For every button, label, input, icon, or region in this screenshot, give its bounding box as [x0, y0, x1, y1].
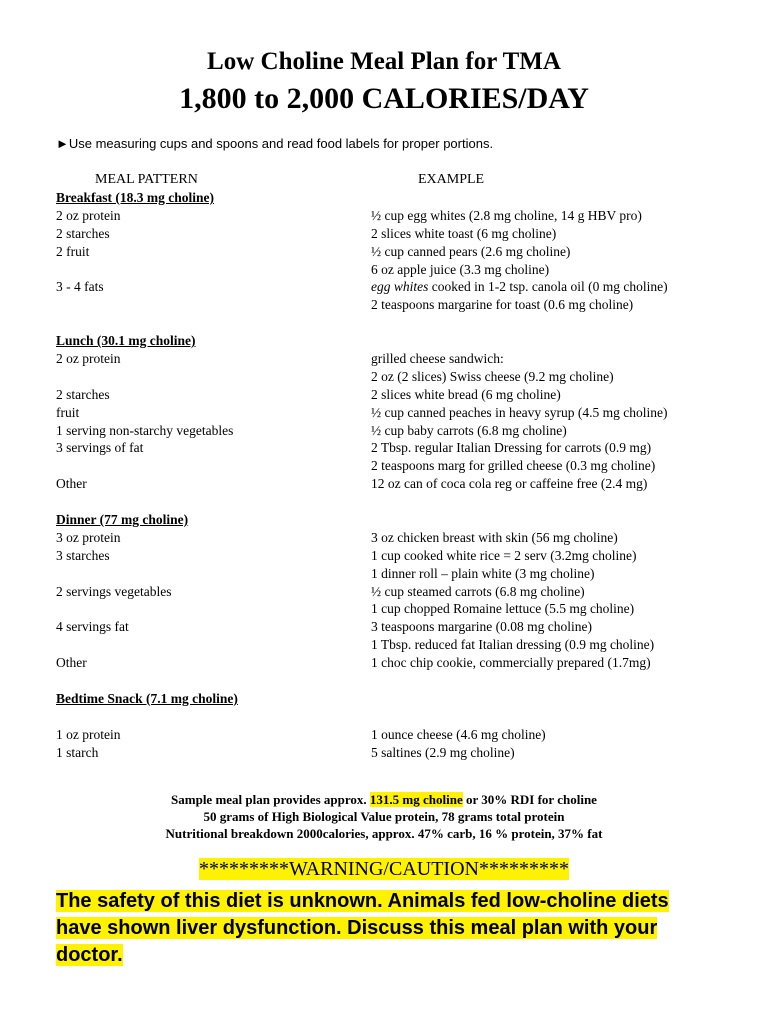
- meal-row: [56, 475, 756, 493]
- example-cell-text: 1 ounce cheese (4.6 mg choline): [371, 726, 546, 742]
- meal-pattern-header: MEAL PATTERN: [95, 172, 198, 187]
- meal-pattern-cell: 3 oz protein: [56, 529, 121, 545]
- meal-row: [56, 207, 756, 225]
- meal-row: [56, 529, 756, 547]
- meal-pattern-cell: 1 starch: [56, 744, 99, 760]
- meal-pattern-cell: 2 oz protein: [56, 351, 121, 367]
- meal-section-heading: [56, 690, 756, 708]
- example-cell-text: 5 saltines (2.9 mg choline): [371, 744, 515, 760]
- example-cell-text: 12 oz can of coca cola reg or caffeine free (2.4 mg): [371, 476, 648, 492]
- meal-row: [56, 296, 756, 314]
- meal-section-heading: [56, 511, 756, 529]
- summary-block: [0, 791, 768, 842]
- example-cell: [371, 618, 592, 636]
- example-cell: [371, 636, 654, 654]
- meal-row: [56, 583, 756, 601]
- example-cell: [371, 475, 647, 493]
- meal-row: [56, 261, 756, 279]
- example-cell: [371, 243, 570, 261]
- meal-row: [56, 547, 756, 565]
- meal-row: [56, 726, 756, 744]
- document-title: Low Choline Meal Plan for TMA: [207, 48, 561, 75]
- summary-line-choline-prefix: Sample meal plan provides approx.: [171, 792, 370, 807]
- meal-pattern-cell: 4 servings fat: [56, 619, 129, 635]
- example-cell-text: ½ cup steamed carrots (6.8 mg choline): [371, 583, 585, 599]
- meal-pattern-cell: 2 fruit: [56, 243, 90, 259]
- meal-row: [56, 243, 756, 261]
- meal-pattern-cell: 2 starches: [56, 225, 110, 241]
- spacer-row: [56, 708, 756, 726]
- summary-line-choline: [0, 791, 768, 808]
- example-cell-text: 2 oz (2 slices) Swiss cheese (9.2 mg choline): [371, 368, 614, 384]
- example-cell-text: 2 teaspoons marg for grilled cheese (0.3 mg choline): [371, 458, 656, 474]
- example-cell-text: 1 Tbsp. reduced fat Italian dressing (0.9 mg choline): [371, 637, 655, 653]
- warning-title-text: *********WARNING/CAUTION*********: [199, 858, 569, 880]
- section-title: Bedtime Snack (7.1 mg choline): [56, 690, 238, 706]
- example-cell: [371, 726, 546, 744]
- example-cell-text: ½ cup canned pears (2.6 mg choline): [371, 243, 571, 259]
- warning-text-body: The safety of this diet is unknown. Animals fed low-choline diets have shown liver dysfunction. Discuss this meal plan with your doctor.: [56, 890, 669, 966]
- example-cell: [371, 278, 668, 296]
- meal-row: [56, 618, 756, 636]
- example-cell: [371, 439, 651, 457]
- example-cell-text: 1 cup chopped Romaine lettuce (5.5 mg choline): [371, 601, 635, 617]
- example-cell-text: 2 Tbsp. regular Italian Dressing for carrots (0.9 mg): [371, 440, 652, 456]
- spacer-row: [56, 314, 756, 332]
- summary-line-choline-suffix: or 30% RDI for choline: [462, 792, 597, 807]
- instruction-text: ►Use measuring cups and spoons and read food labels for proper portions.: [56, 136, 494, 151]
- meal-row: [56, 422, 756, 440]
- summary-line-nutrition: Nutritional breakdown 2000calories, approx. 47% carb, 16 % protein, 37% fat: [165, 826, 603, 841]
- meal-pattern-cell: 1 oz protein: [56, 726, 121, 742]
- example-cell: [371, 457, 655, 475]
- example-cell: [371, 261, 549, 279]
- example-cell: [371, 350, 504, 368]
- section-title: Breakfast (18.3 mg choline): [56, 190, 214, 205]
- example-cell: [371, 368, 614, 386]
- meal-section-heading: [56, 189, 756, 207]
- meal-pattern-cell: 3 starches: [56, 547, 110, 563]
- example-cell: [371, 225, 556, 243]
- meal-row: [56, 654, 756, 672]
- meal-row: [56, 457, 756, 475]
- meal-pattern-cell: Other: [56, 655, 87, 671]
- meal-pattern-cell: 2 starches: [56, 386, 110, 402]
- meal-row: [56, 386, 756, 404]
- meal-pattern-cell: 3 - 4 fats: [56, 279, 104, 295]
- meal-row: [56, 600, 756, 618]
- example-cell: [371, 547, 637, 565]
- example-cell: [371, 654, 651, 672]
- section-title: Lunch (30.1 mg choline): [56, 333, 196, 349]
- example-cell-text: 1 choc chip cookie, commercially prepared (1.7mg): [371, 655, 651, 671]
- document-subtitle: 1,800 to 2,000 CALORIES/DAY: [179, 82, 589, 115]
- example-cell: [371, 386, 561, 404]
- example-cell: [371, 529, 618, 547]
- example-cell: [371, 207, 642, 225]
- meal-row: [56, 439, 756, 457]
- meal-row: [56, 636, 756, 654]
- example-cell-text: 2 slices white toast (6 mg choline): [371, 225, 557, 241]
- example-cell-text: 3 oz chicken breast with skin (56 mg choline): [371, 529, 618, 545]
- example-cell-text: 3 teaspoons margarine (0.08 mg choline): [371, 619, 592, 635]
- summary-line-protein: 50 grams of High Biological Value protein, 78 grams total protein: [203, 809, 565, 824]
- example-cell: [371, 296, 633, 314]
- meal-row: [56, 278, 756, 296]
- meal-pattern-cell: fruit: [56, 404, 80, 420]
- example-cell-text: 1 dinner roll – plain white (3 mg choline): [371, 565, 595, 581]
- example-cell: [371, 422, 567, 440]
- example-cell: [371, 744, 515, 762]
- meal-section-heading: [56, 332, 756, 350]
- example-cell: [371, 600, 634, 618]
- section-title: Dinner (77 mg choline): [56, 512, 189, 528]
- example-cell-text: 1 cup cooked white rice = 2 serv (3.2mg choline): [371, 547, 637, 563]
- meal-pattern-cell: Other: [56, 476, 87, 492]
- example-cell-text: 2 teaspoons margarine for toast (0.6 mg choline): [371, 297, 634, 313]
- meal-pattern-cell: 2 servings vegetables: [56, 583, 172, 599]
- example-cell-text: ½ cup egg whites (2.8 mg choline, 14 g HBV pro): [371, 207, 642, 223]
- choline-total-highlight: 131.5 mg choline: [369, 792, 463, 807]
- spacer-row: [56, 493, 756, 511]
- example-cell-text: 6 oz apple juice (3.3 mg choline): [371, 261, 550, 277]
- example-cell-text: 2 slices white bread (6 mg choline): [371, 386, 561, 402]
- meal-plan-table: [56, 189, 756, 762]
- example-cell: [371, 404, 668, 422]
- warning-text: [56, 888, 716, 969]
- example-cell-text: cooked in 1-2 tsp. canola oil (0 mg choline): [428, 279, 668, 295]
- meal-pattern-cell: 1 serving non-starchy vegetables: [56, 422, 234, 438]
- meal-row: [56, 744, 756, 762]
- spacer-row: [56, 672, 756, 690]
- meal-row: [56, 350, 756, 368]
- example-cell-text: grilled cheese sandwich:: [371, 351, 504, 367]
- meal-row: [56, 565, 756, 583]
- warning-title: [0, 858, 768, 881]
- meal-row: [56, 368, 756, 386]
- example-cell: [371, 583, 585, 601]
- example-header: EXAMPLE: [418, 172, 485, 187]
- example-cell-text: ½ cup baby carrots (6.8 mg choline): [371, 422, 567, 438]
- meal-row: [56, 225, 756, 243]
- meal-pattern-cell: 2 oz protein: [56, 207, 121, 223]
- example-cell-text: ½ cup canned peaches in heavy syrup (4.5 mg choline): [371, 404, 668, 420]
- meal-pattern-cell: 3 servings of fat: [56, 440, 144, 456]
- example-cell-italic: egg whites: [371, 279, 429, 295]
- example-cell: [371, 565, 594, 583]
- meal-row: [56, 404, 756, 422]
